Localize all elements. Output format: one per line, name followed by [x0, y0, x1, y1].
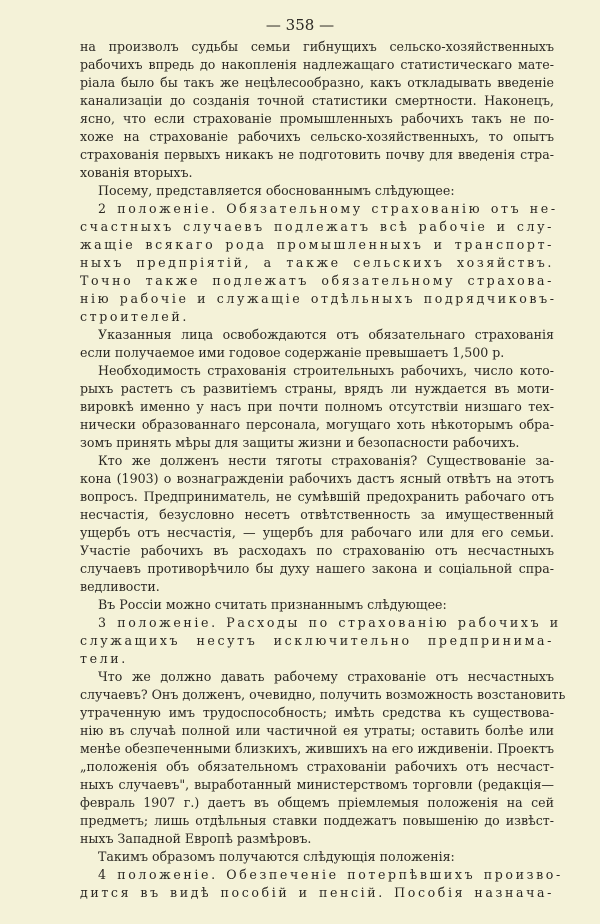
text-line: Въ Россіи можно считать признаннымъ слѣдующее: [98, 597, 447, 612]
text-line: строителей. [80, 309, 189, 324]
text-line: Посему, представляется обоснованнымъ слѣдующее: [98, 183, 455, 198]
paragraph [80, 848, 554, 866]
text-line: жащіе всякаго рода промышленныхъ и транспорт- [80, 237, 554, 252]
text-line: зомъ принять мѣры для защиты жизни и безопасности рабочихъ. [80, 435, 520, 450]
text-line: вопросъ. Предприниматель, не сумѣвшій предохранить рабочаго отъ [80, 489, 554, 504]
text-line: 4 положеніе. Обезпеченіе потерпѣвшихъ произво- [98, 867, 563, 882]
text-line: рабочихъ впредь до накопленія надлежащаго статистическаго мате- [80, 57, 554, 72]
text-line: ясно, что если страхованіе промышленныхъ рабочихъ такъ не по- [80, 111, 554, 126]
text-line: ныхъ случаевъ", выработанный министерствомъ торговли (редакція— [80, 777, 554, 792]
text-line: несчастія, безусловно несетъ отвѣтственность за имущественный [80, 507, 554, 522]
text-line: 2 положеніе. Обязательному страхованію отъ не- [98, 201, 558, 216]
text-line: ведливости. [80, 579, 160, 594]
text-line: хованія вторыхъ. [80, 165, 193, 180]
paragraph [80, 362, 554, 452]
text-line: ріала было бы такъ же нецѣлесообразно, какъ откладывать введеніе [80, 75, 554, 90]
text-line: Точно также подлежатъ обязательному страхова- [80, 273, 554, 288]
text-line: Указанныя лица освобождаются отъ обязательнаго страхованія [98, 327, 554, 342]
text-line: случаевъ? Онъ долженъ, очевидно, получить возможность возстановить [80, 687, 566, 702]
text-line: Такимъ образомъ получаются слѣдующія положенія: [98, 849, 455, 864]
text-line: февраль 1907 г.) даетъ въ общемъ пріемлемыя положенія на сей [80, 795, 554, 810]
text-line: „положенія объ обязательномъ страхованіи рабочихъ отъ несчаст- [80, 759, 554, 774]
text-line: Участіе рабочихъ въ расходахъ по страхованію отъ несчастныхъ [80, 543, 554, 558]
text-line: страхованія первыхъ никакъ не подготовить почву для введенія стра- [80, 147, 554, 162]
text-line: служащихъ несутъ исключительно предпринима- [80, 633, 554, 648]
text-line: Необходимость страхованія строительныхъ рабочихъ, число кото- [98, 363, 554, 378]
text-line: менѣе обезпеченными близкихъ, жившихъ на его иждивеніи. Проектъ [80, 741, 554, 756]
paragraph [80, 668, 566, 848]
text-line: 3 положеніе. Расходы по страхованію рабочихъ и [98, 615, 561, 630]
text-line: рыхъ растетъ съ развитіемъ страны, врядъ ли нуждается въ моти- [80, 381, 554, 396]
text-line: предметъ; лишь отдѣльныя ставки поддежатъ повышенію до извѣст- [80, 813, 554, 828]
text-line: утраченную имъ трудоспособность; имѣть средства къ существова- [80, 705, 554, 720]
paragraph [80, 452, 554, 596]
paragraph [80, 326, 554, 362]
text-line: ныхъ предпріятій, а также сельскихъ хозяйствъ. [80, 255, 554, 270]
text-line: кона (1903) о вознагражденіи рабочихъ дастъ ясный отвѣтъ на этотъ [80, 471, 554, 486]
text-line: если получаемое ими годовое содержаніе превышаетъ 1,500 р. [80, 345, 505, 360]
body-text [80, 38, 566, 902]
text-line: Кто же долженъ нести тяготы страхованія? Существованіе за- [98, 453, 554, 468]
text-line: Что же должно давать рабочему страхованіе отъ несчастныхъ [98, 669, 554, 684]
provision-paragraph [80, 200, 558, 326]
paragraph [80, 182, 554, 200]
text-line: нію въ случаѣ полной или частичной ея утраты; оставить болѣе или [80, 723, 554, 738]
text-line: нію рабочіе и служащіе отдѣльныхъ подрядчиковъ- [80, 291, 557, 306]
text-line: счастныхъ случаевъ подлежатъ всѣ рабочіе и слу- [80, 219, 554, 234]
text-line: случаевъ противорѣчило бы духу нашего закона и соціальной спра- [80, 561, 554, 576]
text-line: дится въ видѣ пособій и пенсій. Пособія назнача- [80, 885, 554, 900]
page-number: — 358 — [265, 16, 335, 34]
paragraph [80, 596, 554, 614]
text-line: тели. [80, 651, 128, 666]
text-line: хоже на страхованіе рабочихъ сельско-хозяйственныхъ, то опытъ [80, 129, 554, 144]
provision-paragraph [80, 866, 563, 902]
text-line: ныхъ Западной Европѣ размѣровъ. [80, 831, 312, 846]
text-line: на произволъ судьбы семьи гибнущихъ сельско-хозяйственныхъ [80, 39, 554, 54]
text-line: нически образованнаго персонала, могущаго хоть нѣкоторымъ обра- [80, 417, 554, 432]
text-line: ущербъ отъ несчастія, — ущербъ для рабочаго или для его семьи. [80, 525, 554, 540]
provision-paragraph [80, 614, 561, 668]
paragraph [80, 38, 554, 182]
text-line: вировкѣ именно у насъ при почти полномъ отсутствіи низшаго тех- [80, 399, 554, 414]
text-line: канализаціи до созданія точной статистики смертности. Наконецъ, [80, 93, 554, 108]
